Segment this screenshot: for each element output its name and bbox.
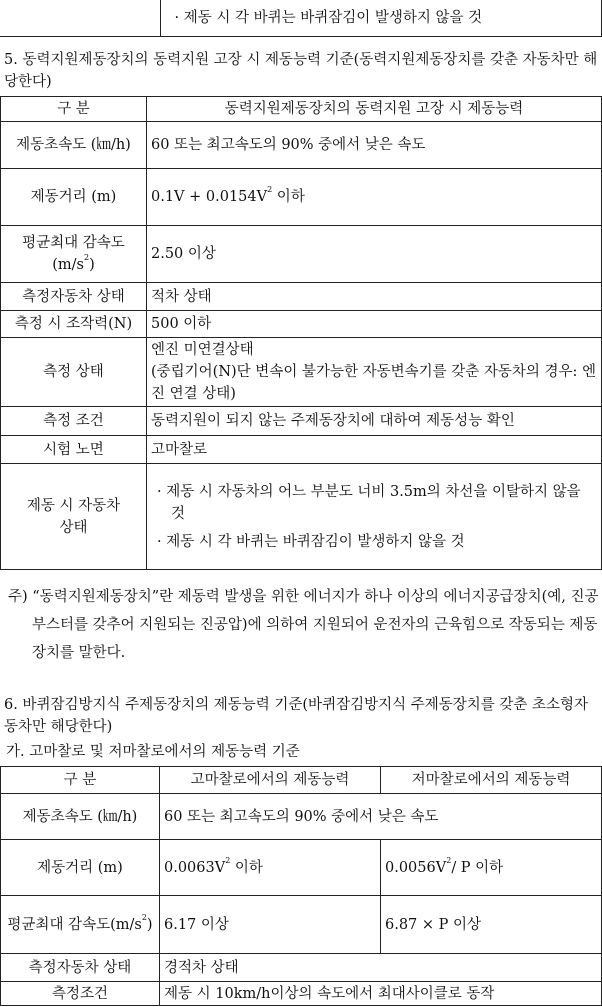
section5-heading: 5. 동력지원제동장치의 동력지원 고장 시 제동능력 기준(동력지원제동장치를 갖춘 자동차만 해당한다) bbox=[4, 52, 598, 90]
row-measure-condition-label: 측정 조건 bbox=[1, 407, 147, 436]
s6-header-low-friction: 저마찰로에서의 제동능력 bbox=[381, 767, 602, 794]
row-test-surface-value: 고마찰로 bbox=[147, 436, 602, 464]
s6-row-measure-condition-value: 제동 시 10km/h이상의 속도에서 최대사이클로 동작 bbox=[160, 982, 602, 1006]
top-fragment-label bbox=[0, 0, 160, 36]
top-fragment-table bbox=[0, 0, 602, 37]
section6-heading: 6. 바퀴잠김방지식 주제동장치의 제동능력 기준(바퀴잠김방지식 주제동장치를 갖춘 초소형자동차만 해당한다) bbox=[4, 697, 589, 735]
row-vehicle-state-label: 측정자동차 상태 bbox=[1, 283, 147, 311]
row-measure-condition-value: 동력지원이 되지 않는 주제동장치에 대하여 제동성능 확인 bbox=[147, 407, 602, 436]
row-deceleration-label: 평균최대 감속도$(m/s^2)$ bbox=[1, 226, 147, 283]
section6-subheading: 가. 고마찰로 및 저마찰로에서의 제동능력 기준 bbox=[6, 744, 300, 760]
s6-row-braking-distance-high: $0.0063V^2$ 이하 bbox=[160, 840, 381, 896]
row-initial-speed-value: 60 또는 최고속도의 90% 중에서 낮은 속도 bbox=[147, 122, 602, 169]
section6-table bbox=[0, 766, 602, 1006]
s6-row-initial-speed-label: 제동초속도 (㎞/h) bbox=[1, 794, 160, 840]
braking-state-line-1: · 제동 시 자동차의 어느 부분도 너비 3.5m의 차선을 이탈하지 않을 것 bbox=[157, 483, 581, 522]
row-vehicle-state-value: 적차 상태 bbox=[147, 283, 602, 311]
row-measure-state-value bbox=[147, 338, 602, 407]
s6-row-braking-distance-label: 제동거리 (m) bbox=[1, 840, 160, 896]
row-test-surface-label: 시험 노면 bbox=[1, 436, 147, 464]
s6-row-deceleration-high: 6.17 이상 bbox=[160, 896, 381, 954]
s6-row-initial-speed-value: 60 또는 최고속도의 90% 중에서 낮은 속도 bbox=[160, 794, 602, 840]
row-braking-vehicle-state-value bbox=[147, 464, 602, 570]
header-capacity: 동력지원제동장치의 동력지원 고장 시 제동능력 bbox=[147, 97, 602, 122]
row-braking-distance-value: $0.1V + 0.0154V^2$ 이하 bbox=[147, 169, 602, 226]
s6-row-braking-distance-low: $0.0056V^2/$ P 이하 bbox=[381, 840, 602, 896]
row-operating-force-label: 측정 시 조작력(N) bbox=[1, 311, 147, 338]
s6-row-vehicle-state-label: 측정자동차 상태 bbox=[1, 954, 160, 982]
row-measure-state-label: 측정 상태 bbox=[1, 338, 147, 407]
s6-header-high-friction: 고마찰로에서의 제동능력 bbox=[160, 767, 381, 794]
braking-state-line-2: · 제동 시 각 바퀴는 바퀴잠김이 발생하지 않을 것 bbox=[157, 533, 465, 550]
section5-note: 주) “동력지원제동장치”란 제동력 발생을 위한 에너지가 하나 이상의 에너지공급장치(예, 진공부스터를 갖추어 지원되는 진공압)에 의하여 지원되어 운전자의 근육힘으로 작동되는 제동장치를 말한다. bbox=[8, 589, 599, 661]
s6-row-deceleration-low: 6.87 × P 이상 bbox=[381, 896, 602, 954]
measure-state-line-1: 엔진 미연결상태 bbox=[151, 342, 254, 358]
header-category: 구 분 bbox=[1, 97, 147, 122]
s6-row-measure-condition-label: 측정조건 bbox=[1, 982, 160, 1006]
row-operating-force-value: 500 이하 bbox=[147, 311, 602, 338]
row-initial-speed-label: 제동초속도 (㎞/h) bbox=[1, 122, 147, 169]
row-braking-distance-label: 제동거리 (m) bbox=[1, 169, 147, 226]
row-deceleration-value: 2.50 이상 bbox=[147, 226, 602, 283]
s6-row-vehicle-state-value: 경적차 상태 bbox=[160, 954, 602, 982]
section5-table bbox=[0, 96, 602, 570]
s6-header-category: 구 분 bbox=[1, 767, 160, 794]
row-braking-vehicle-state-label: 제동 시 자동차 상태 bbox=[1, 464, 147, 570]
measure-state-line-2: (중립기어(N)단 변속이 불가능한 자동변속기를 갖춘 자동차의 경우: 엔진 연결 상태) bbox=[151, 364, 596, 402]
top-fragment-note: · 제동 시 각 바퀴는 바퀴잠김이 발생하지 않을 것 bbox=[160, 0, 602, 36]
s6-row-deceleration-label: 평균최대 감속도$(m/s^2)$ bbox=[1, 896, 160, 954]
